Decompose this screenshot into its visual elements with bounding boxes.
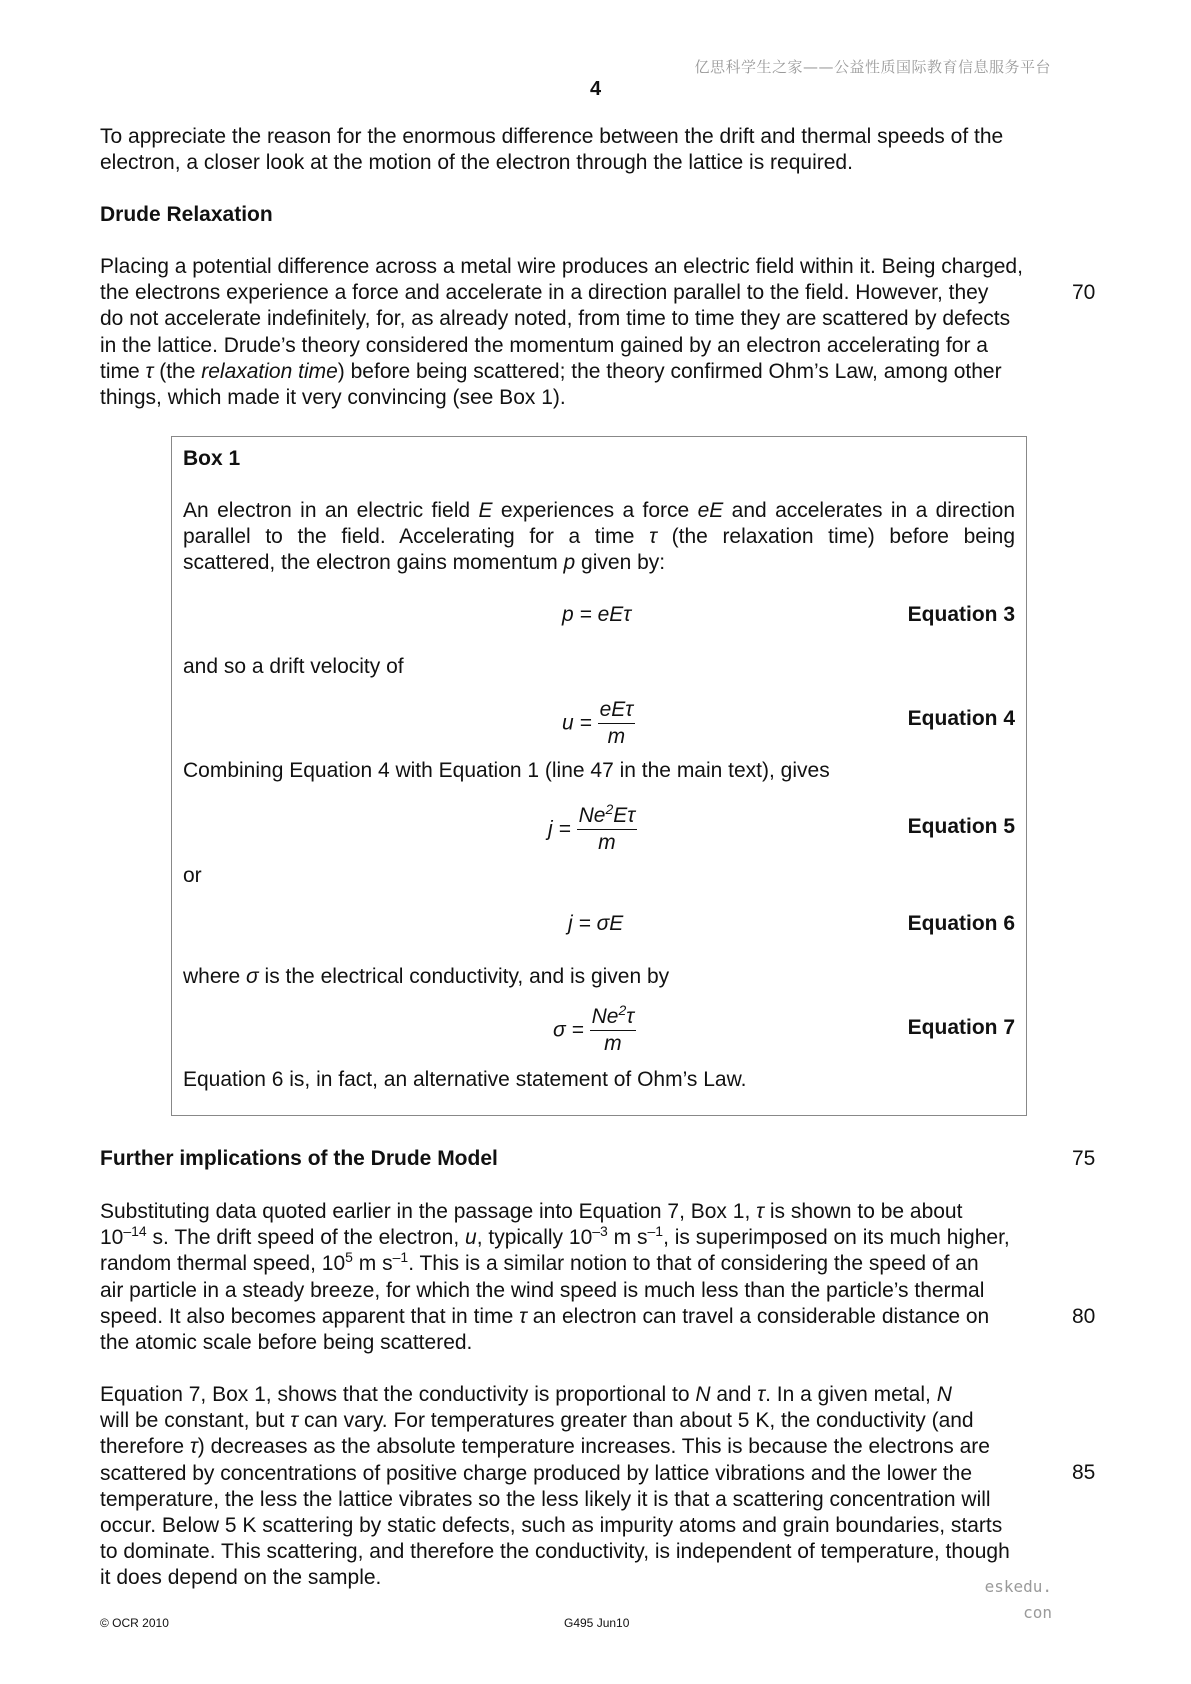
paragraph-line: random thermal speed, $10^5$ m $s^{-1}$. This is a similar notion to that of considering the speed of an bbox=[100, 1249, 979, 1276]
intro-line: electron, a closer look at the motion of the electron through the lattice is required. bbox=[100, 151, 853, 175]
box-1-combine-text: Combining Equation 4 with Equation 1 (line 47 in the main text), gives bbox=[183, 759, 830, 782]
paragraph-line: things, which made it very convincing (see Box 1). bbox=[100, 386, 566, 410]
equation-3-label: Equation 3 bbox=[907, 603, 1015, 626]
paragraph-line: $10^{-14}$ s. The drift speed of the electron, u, typically $10^{-3}$ m $s^{-1}$, is superimposed on its much higher, bbox=[100, 1223, 1010, 1250]
further-implications-paragraph-2 bbox=[100, 1382, 1053, 1592]
box-1-where-text: where σ is the electrical conductivity, and is given by bbox=[183, 965, 670, 988]
paragraph-line: Equation 7, Box 1, shows that the conductivity is proportional to N and τ. In a given metal, N bbox=[100, 1383, 952, 1406]
intro-paragraph bbox=[100, 124, 1053, 176]
box-1-closing-text: Equation 6 is, in fact, an alternative statement of Ohm’s Law. bbox=[183, 1068, 747, 1091]
paragraph-line: Placing a potential difference across a metal wire produces an electric field within it. Being charged, bbox=[100, 255, 1023, 278]
paragraph-line: the atomic scale before being scattered. bbox=[100, 1331, 473, 1355]
paragraph-line: speed. It also becomes apparent that in time τ an electron can travel a considerable distance on bbox=[100, 1304, 990, 1328]
box-1-line: parallel to the field. Accelerating for a time τ (the relaxation time) before being bbox=[183, 525, 1015, 548]
drude-relaxation-paragraph bbox=[100, 254, 1053, 411]
box-1-line: An electron in an electric field E experiences a force eE and accelerates in a direction bbox=[183, 499, 1015, 522]
further-implications-paragraph-1 bbox=[100, 1199, 1053, 1356]
paragraph-line: scattered by concentrations of positive charge produced by lattice vibrations and the lower the bbox=[100, 1461, 973, 1485]
equation-3: p = eEτ bbox=[562, 603, 632, 626]
box-1-line: scattered, the electron gains momentum p given by: bbox=[183, 551, 666, 574]
paragraph-line: time τ (the relaxation time) before being scattered; the theory confirmed Ohm’s Law, among other bbox=[100, 359, 1002, 383]
box-1-title: Box 1 bbox=[183, 447, 241, 470]
equation-7: σ = $\frac{Ne^2\tau}{m}$ bbox=[553, 1002, 635, 1055]
footer-copyright: © OCR 2010 bbox=[100, 1616, 169, 1630]
line-number-85: 85 bbox=[1072, 1461, 1096, 1484]
page-number: 4 bbox=[589, 78, 602, 100]
box-1-drift-text: and so a drift velocity of bbox=[183, 655, 404, 678]
header-watermark: 亿思科学生之家——公益性质国际教育信息服务平台 bbox=[694, 58, 1051, 76]
paragraph-line: Substituting data quoted earlier in the passage into Equation 7, Box 1, τ is shown to be about bbox=[100, 1200, 963, 1223]
equation-6: j = σE bbox=[568, 912, 624, 935]
footer-watermark: eskedu. con bbox=[984, 1577, 1052, 1623]
line-number-70: 70 bbox=[1072, 281, 1096, 304]
paragraph-line: occur. Below 5 K scattering by static defects, such as impurity atoms and grain boundaries, starts bbox=[100, 1514, 1003, 1538]
paragraph-line: air particle in a steady breeze, for which the wind speed is much less than the particle’s thermal bbox=[100, 1278, 985, 1302]
paragraph-line: in the lattice. Drude’s theory considered the momentum gained by an electron accelerating for a bbox=[100, 333, 988, 357]
line-number-80: 80 bbox=[1072, 1305, 1096, 1328]
section-heading-further-implications: Further implications of the Drude Model bbox=[100, 1147, 498, 1170]
equation-7-label: Equation 7 bbox=[907, 1016, 1015, 1039]
line-number-75: 75 bbox=[1072, 1147, 1096, 1170]
equation-4-label: Equation 4 bbox=[907, 707, 1015, 730]
paragraph-line: the electrons experience a force and accelerate in a direction parallel to the field. However, they bbox=[100, 281, 989, 305]
equation-5-label: Equation 5 bbox=[907, 815, 1015, 838]
equation-6-label: Equation 6 bbox=[907, 912, 1015, 935]
intro-line: To appreciate the reason for the enormous difference between the drift and thermal speeds of the bbox=[100, 125, 1004, 148]
paragraph-line: it does depend on the sample. bbox=[100, 1566, 382, 1590]
paragraph-line: will be constant, but τ can vary. For temperatures greater than about 5 K, the conductivity (and bbox=[100, 1409, 974, 1433]
equation-4: u = $\frac{\text{eEτ}}{m}$ bbox=[562, 698, 634, 748]
paragraph-line: do not accelerate indefinitely, for, as already noted, from time to time they are scattered by defects bbox=[100, 307, 1011, 331]
section-heading-drude-relaxation: Drude Relaxation bbox=[100, 203, 273, 226]
footer-paper-code: G495 Jun10 bbox=[564, 1616, 630, 1630]
box-1-or-text: or bbox=[183, 864, 202, 887]
paragraph-line: therefore τ) decreases as the absolute temperature increases. This is because the electrons are bbox=[100, 1435, 990, 1459]
paragraph-line: to dominate. This scattering, and therefore the conductivity, is independent of temperature, though bbox=[100, 1540, 1010, 1564]
equation-5: j = $\frac{Ne^2E\tau}{m}$ bbox=[548, 801, 636, 854]
paragraph-line: temperature, the less the lattice vibrates so the less likely it is that a scattering concentration will bbox=[100, 1487, 991, 1511]
